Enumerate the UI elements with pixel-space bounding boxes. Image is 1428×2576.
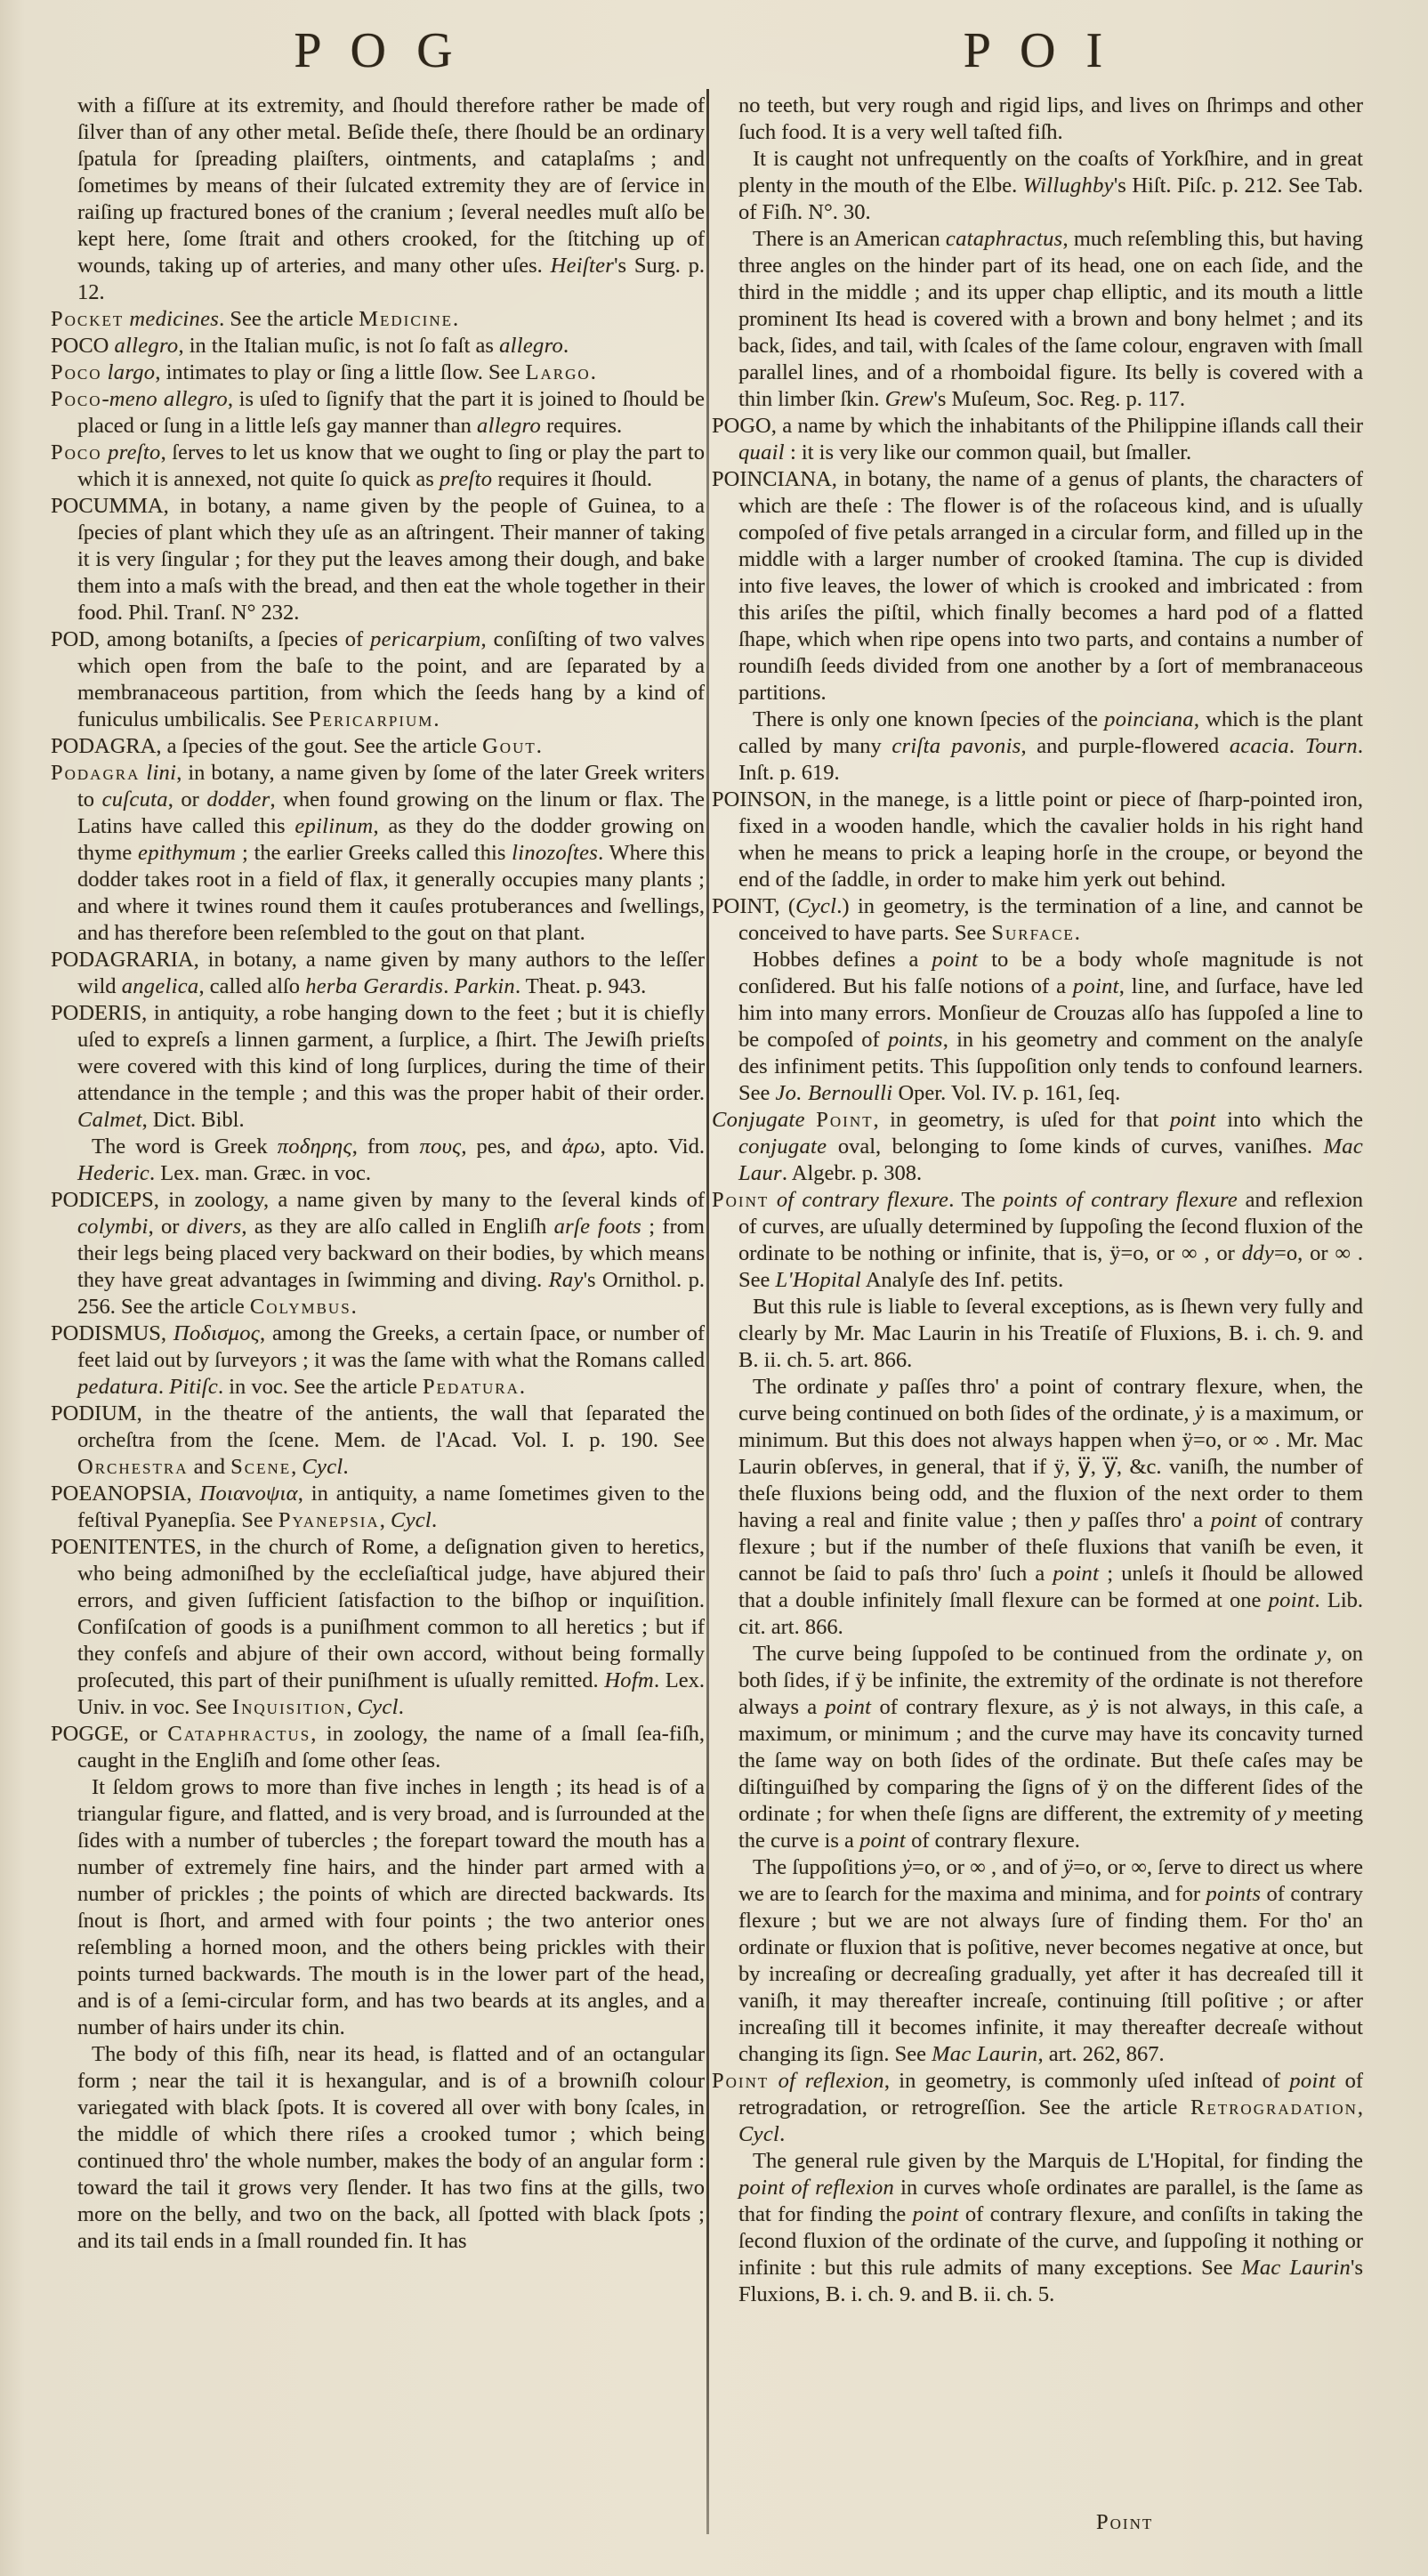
entry-paragraph: POINSON, in the manege, is a little point or piece of ſharp-pointed iron, fixed in a wooden handle, which the cavalier holds in his right hand when he means to prick a leaping horſe in the croupe, or beyond the end of the ſaddle, in order to make him yerk out behind.	[712, 787, 1363, 892]
entry-paragraph: POGGE, or Cataphractus, in zoology, the name of a ſmall ſea-fiſh, caught in the Engliſh and ſome other ſeas.	[51, 1722, 705, 1773]
running-head-left: P O G	[294, 23, 462, 78]
entry-paragraph: Conjugate Point, in geometry, is uſed for that point into which the conjugate oval, belonging to ſome kinds of curves, vaniſhes. Mac Laur. Algebr. p. 308.	[712, 1108, 1364, 1185]
entry-paragraph: The curve being ſuppoſed to be continued from the ordinate y, on both ſides, if ÿ be infinite, the extremity of the ordinate is not therefore always a point of contrary flexure, as ẏ is not always, in this caſe, a maximum, or minimum ; and the curve may have its concavity turned the ſame way on both ſides of the ordinate. But theſe caſes may be diſtinguiſhed by comparing the ſigns of ÿ on the different ſides of the ordinate ; for when theſe ſigns are different, the extremity of y meeting the curve is a point of contrary flexure.	[738, 1642, 1363, 1853]
entry-paragraph: PODERIS, in antiquity, a robe hanging down to the feet ; but it is chiefly uſed to expreſs a linnen garment, a ſurplice, a ſhirt. The Jewiſh prieſts were covered with this kind of long ſurplices, during the time of their attendance in the temple ; and this was the proper habit of their order. Calmet, Dict. Bibl.	[51, 1001, 705, 1132]
entry-paragraph: POGO, a name by which the inhabitants of the Philippine iſlands call their quail : it is very like our common quail, but ſmaller.	[712, 414, 1363, 464]
entry-paragraph: Point of reflexion, in geometry, is commonly uſed inſtead of point of retrogradation, or retrogreſſion. See the article Retrogradation, Cycl.	[712, 2069, 1364, 2146]
entry-paragraph: But this rule is liable to ſeveral exceptions, as is ſhewn very fully and clearly by Mr. Mac Laurin in his Treatiſe of Fluxions, B. i. ch. 9. and B. ii. ch. 5. art. 866.	[738, 1295, 1363, 1372]
column-right	[712, 93, 1363, 2308]
entry-paragraph: Poco-meno allegro, is uſed to ſignify that the part it is joined to ſhould be placed or ſung in a little leſs gay manner than allegro requires.	[51, 387, 706, 438]
entry-paragraph: PODIUM, in the theatre of the antients, the wall that ſeparated the orcheſtra from the ſcene. Mem. de l'Acad. Vol. I. p. 190. See Orchestra and Scene, Cycl.	[51, 1401, 705, 1479]
entry-paragraph: The body of this fiſh, near its head, is flatted and of an octangular form ; near the tail it is hexangular, and is of a browniſh colour variegated with black ſpots. It is covered all over with bony ſcales, in the middle of which there riſes a crooked tumor ; which being continued thro' the whole number, makes the body of an angular form : toward the tail it grows very ſlender. It has two fins at the gills, two more on the belly, and two on the back, all ſpotted with black ſpots ; and its tail ends in a ſmall rounded fin. It has	[77, 2042, 705, 2253]
entry-paragraph: no teeth, but very rough and rigid lips, and lives on ſhrimps and other ſuch food. It is a very well taſted fiſh.	[738, 93, 1363, 144]
entry-paragraph: It is caught not unfrequently on the coaſts of Yorkſhire, and in great plenty in the mouth of the Elbe. Willughby's Hiſt. Piſc. p. 212. See Tab. of Fiſh. N°. 30.	[738, 147, 1363, 224]
entry-paragraph: There is only one known ſpecies of the poinciana, which is the plant called by many criſta pavonis, and purple-flowered acacia. Tourn. Inſt. p. 619.	[738, 707, 1363, 785]
entry-paragraph: The word is Greek ποδηρης, from πους, pes, and ἁρω, apto. Vid. Hederic. Lex. man. Græc. in voc.	[77, 1135, 705, 1185]
entry-paragraph: POENITENTES, in the church of Rome, a deſignation given to heretics, who being admoniſhed by the eccleſiaſtical judge, have abjured their errors, and given ſufficient ſatisfaction to the biſhop or inquiſition. Confiſcation of goods is a puniſhment common to all heretics ; but if they confeſs and abjure of their own accord, without being formally proſecuted, this part of their puniſhment is uſually remitted. Hofm. Lex. Univ. in voc. See Inquisition, Cycl.	[51, 1535, 706, 1719]
entry-paragraph: POINT, (Cycl.) in geometry, is the termination of a line, and cannot be conceived to have parts. See Surface.	[712, 894, 1363, 945]
running-head-right: P O I	[963, 23, 1112, 78]
entry-paragraph: The ordinate y paſſes thro' a point of contrary flexure, when, the curve being continued on both ſides of the ordinate, ẏ is a maximum, or minimum. But this does not always happen when ÿ=o, or ∞ . Mr. Mac Laurin obſerves, in general, that if ÿ, y⃛, y⃜, &c. vaniſh, the number of theſe fluxions being odd, and the fluxion of the next order to them having a real and finite value ; then y paſſes thro' a point of contrary flexure ; but if the number of theſe fluxions that vaniſh be even, it cannot be ſaid to paſs thro' ſuch a point ; unleſs it ſhould be allowed that a double infinitely ſmall flexure can be formed at one point. Lib. cit. art. 866.	[738, 1375, 1363, 1639]
entry-paragraph: POCUMMA, in botany, a name given by the people of Guinea, to a ſpecies of plant which they uſe as an aſtringent. Their manner of taking it is very ſingular ; for they put the leaves among their dough, and bake them into a maſs with the bread, and then eat the whole together in their food. Phil. Tranſ. N° 232.	[51, 494, 705, 625]
entry-paragraph: The general rule given by the Marquis de L'Hopital, for finding the point of reflexion in curves whoſe ordinates are parallel, is the ſame as that for finding the point of contrary flexure, and conſiſts in taking the ſecond fluxion of the ordinate of the curve, and ſuppoſing it nothing or infinite : but this rule admits of many exceptions. See Mac Laurin's Fluxions, B. i. ch. 9. and B. ii. ch. 5.	[738, 2149, 1363, 2306]
entry-paragraph: POINCIANA, in botany, the name of a genus of plants, the characters of which are theſe : The flower is of the roſaceous kind, and is uſually compoſed of five petals arranged in a circular form, and filled up in the middle with a larger number of crooked ſtamina. The cup is divided into five leaves, the lower of which is crooked and imbricated : from this ariſes the piſtil, which finally becomes a hard pod of a flatted ſhape, which when ripe opens into two parts, and contains a number of roundiſh ſeeds divided from one another by a ſort of membranaceous partitions.	[712, 467, 1363, 705]
entry-paragraph: POEANOPSIA, Ποιανοψια, in antiquity, a name ſometimes given to the feſtival Pyanepſia. See Pyanepsia, Cycl.	[51, 1482, 706, 1532]
entry-paragraph: There is an American cataphractus, much reſembling this, but having three angles on the hinder part of its head, one on each ſide, and the third in the middle ; and its upper chap elliptic, and its mouth a little prominent Its head is covered with a brown and bony helmet ; and its back, ſides, and tail, with ſcales of the ſame colour, engraven with ſmall parallel lines, and of a rhomboidal figure. Its belly is covered with a thin limber ſkin. Grew's Muſeum, Soc. Reg. p. 117.	[738, 227, 1364, 411]
entry-paragraph: Poco largo, intimates to play or ſing a little ſlow. See Largo.	[51, 360, 596, 384]
entry-paragraph: Poco preſto, ſerves to let us know that we ought to ſing or play the part to which it is annexed, not quite ſo quick as preſto requires it ſhould.	[51, 440, 705, 491]
entry-paragraph: It ſeldom grows to more than five inches in length ; its head is of a triangular figure, and flatted, and is very broad, and is ſurrounded at the ſides with a number of tubercles ; the forepart toward the mouth has a number of extremely fine hairs, and the hinder part armed with a number of prickles ; the points of which are directed backwards. Its ſnout is ſhort, and armed with four points ; the two anterior ones reſembling a horned moon, and the others being prickles with their points turned backwards. The mouth is in the lower part of the head, and is of a ſemi-circular form, and has two beards at its angles, and a number of hairs under its chin.	[77, 1775, 705, 2039]
entry-paragraph: POD, among botaniſts, a ſpecies of pericarpium, conſiſting of two valves which open from the baſe to the point, and are ſeparated by a membranaceous partition, from which the ſeeds hang by a kind of funiculus umbilicalis. See Pericarpium.	[51, 627, 705, 731]
entry-paragraph: Podagra lini, in botany, a name given by ſome of the later Greek writers to cuſcuta, or dodder, when found growing on the linum or flax. The Latins have called this epilinum, as they do the dodder growing on thyme epithymum ; the earlier Greeks called this linozoſtes. Where this dodder takes root in a field of flax, it generally occupies many plants ; and where it twines round them it cauſes protuberances and ſwellings, and has therefore been reſembled to the gout on that plant.	[51, 761, 706, 945]
entry-paragraph: PODAGRA, a ſpecies of the gout. See the article Gout.	[51, 734, 542, 758]
entry-paragraph: POCO allegro, in the Italian muſic, is not ſo faſt as allegro.	[51, 334, 569, 358]
entry-paragraph: Pocket medicines. See the article Medicine.	[51, 307, 459, 331]
entry-paragraph: PODISMUS, Ποδισμος, among the Greeks, a certain ſpace, or number of feet laid out by ſurveyors ; it was the ſame with what the Romans called pedatura. Pitiſc. in voc. See the article Pedatura.	[51, 1321, 705, 1399]
entry-paragraph: PODICEPS, in zoology, a name given by many to the ſeveral kinds of colymbi, or divers, as they are alſo called in Engliſh arſe foots ; from their legs being placed very backward on their bodies, by which means they have great advantages in ſwimming and diving. Ray's Ornithol. p. 256. See the article Colymbus.	[51, 1188, 705, 1319]
entry-paragraph: PODAGRARIA, in botany, a name given by many authors to the leſſer wild angelica, called alſo herba Gerardis. Parkin. Theat. p. 943.	[51, 948, 705, 998]
catchword: Point	[1096, 2510, 1154, 2534]
entry-paragraph: with a fiſſure at its extremity, and ſhould therefore rather be made of ſilver than of any other metal. Beſide theſe, there ſhould be an ordinary ſpatula for ſpreading plaiſters, ointments, and cataplaſms ; and ſometimes by means of their ſulcated extremity they are of ſervice in raiſing up fractured bones of the cranium ; ſeveral needles muſt alſo be kept here, ſome ſtrait and others crooked, for the ſtitching up of wounds, taking up of arteries, and many other uſes. Heiſter's Surg. p. 12.	[77, 93, 705, 304]
entry-paragraph: The ſuppoſitions ẏ=o, or ∞ , and of ÿ=o, or ∞, ſerve to direct us where we are to ſearch for the maxima and minima, and for points of contrary flexure ; but we are not always ſure of finding them. For tho' an ordinate or fluxion that is poſitive, never becomes negative at once, but by increaſing or decreaſing gradually, yet after it has decreaſed till it vaniſh, it may thereafter increaſe, continuing ſtill poſitive ; or after increaſing till it becomes infinite, it may thereafter decreaſe without changing its ſign. See Mac Laurin, art. 262, 867.	[738, 1855, 1363, 2066]
column-left	[51, 93, 705, 2255]
column-divider-rule	[706, 89, 709, 2534]
entry-paragraph: Point of contrary flexure. The points of contrary flexure and reflexion of curves, are uſually determined by ſuppoſing the ſecond fluxion of the ordinate to be nothing or infinite, that is, ÿ=o, or ∞ , or ddy=o, or ∞ . See L'Hopital Analyſe des Inf. petits.	[712, 1188, 1364, 1292]
entry-paragraph: Hobbes defines a point to be a body whoſe magnitude is not conſidered. But his falſe notions of a point, line, and ſurface, have led him into many errors. Monſieur de Crouzas alſo has ſuppoſed a line to be compoſed of points, in his geometry and comment on the analyſe des infiniment petits. This ſuppoſition only tends to confound learners. See Jo. Bernoulli Oper. Vol. IV. p. 161, ſeq.	[738, 948, 1364, 1105]
